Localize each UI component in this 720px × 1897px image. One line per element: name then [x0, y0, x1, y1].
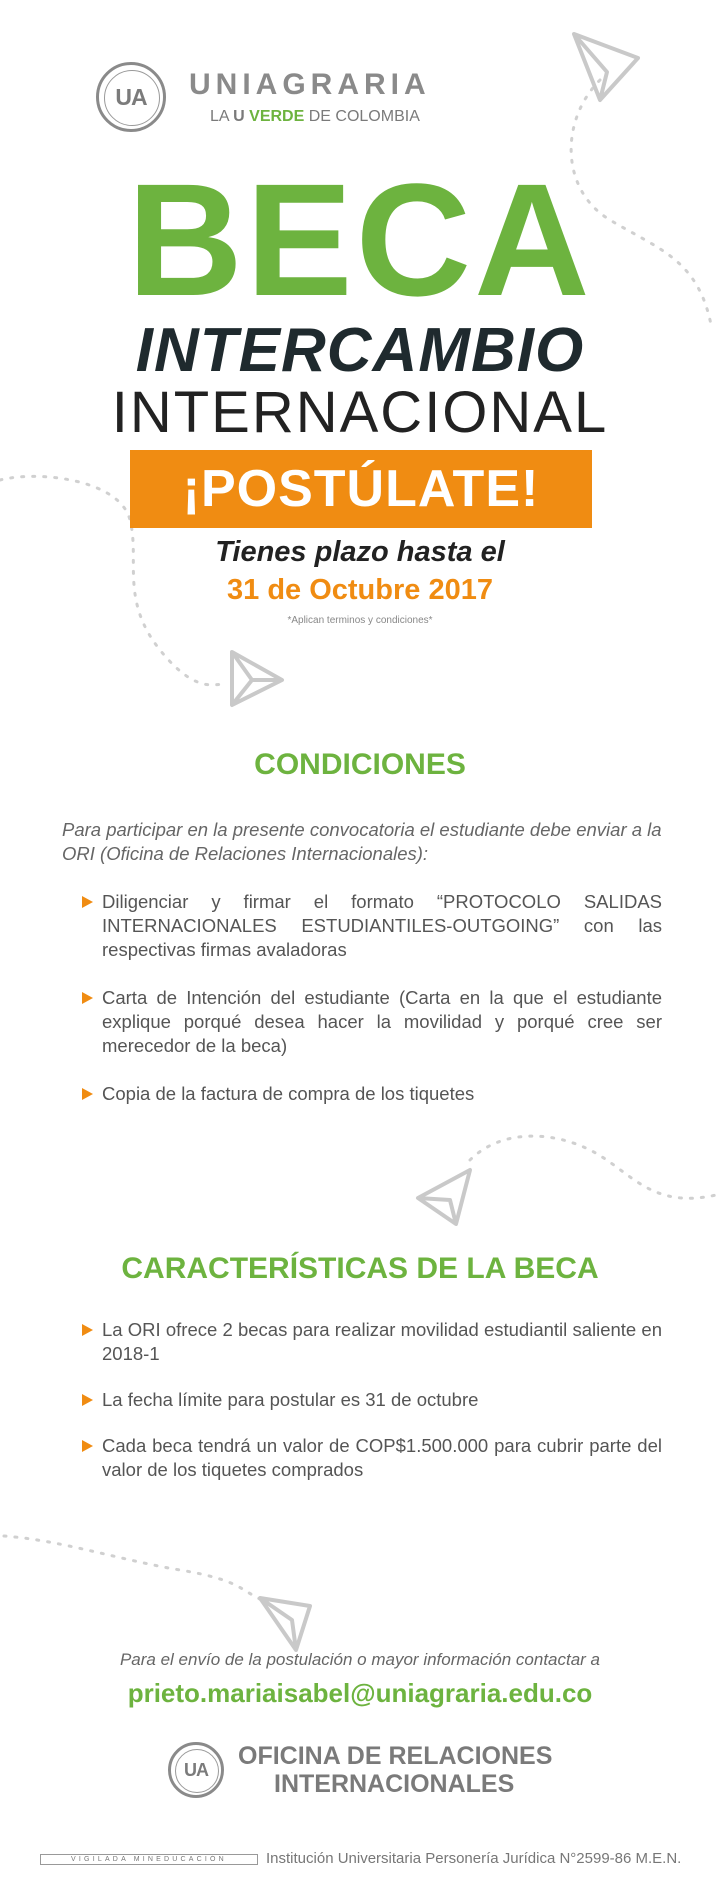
bullet-arrow-icon	[82, 1440, 93, 1452]
vigilada-mineducacion-badge: VIGILADA MINEDUCACIÓN	[40, 1854, 258, 1865]
caracteristicas-heading: CARACTERÍSTICAS DE LA BECA	[121, 1252, 599, 1285]
list-item-text: La ORI ofrece 2 becas para realizar movilidad estudiantil saliente en 2018-1	[102, 1319, 662, 1364]
hero-title: BECA	[127, 150, 593, 329]
list-item-text: Carta de Intención del estudiante (Carta en la que el estudiante explique porqué desea hacer la movilidad y porqué cree ser merecedor de la beca)	[102, 987, 662, 1056]
seal-text: UA	[184, 1760, 208, 1780]
paper-plane-icon	[574, 34, 638, 100]
list-item	[82, 890, 662, 962]
deadline-intro: Tienes plazo hasta el	[215, 536, 505, 568]
list-item	[82, 1082, 662, 1106]
caracteristicas-list	[82, 1318, 662, 1504]
office-name-line1: OFICINA DE RELACIONES	[238, 1742, 553, 1770]
list-item-text: Diligenciar y firmar el formato “PROTOCOLO SALIDAS INTERNACIONALES ESTUDIANTILES-OUTGOING” con las respectivas firmas avaladoras	[102, 891, 662, 960]
hero-subtitle-intercambio: INTERCAMBIO	[135, 316, 585, 385]
terms-note: *Aplican terminos y condiciones*	[287, 615, 433, 626]
office-name-line2: INTERNACIONALES	[274, 1770, 515, 1798]
seal-text: UA	[115, 84, 147, 110]
paper-plane-icon	[418, 1170, 470, 1224]
brand-tagline	[210, 108, 420, 126]
list-item	[82, 1388, 662, 1412]
deadline-date: 31 de Octubre 2017	[227, 574, 493, 606]
university-seal-icon	[168, 1742, 224, 1798]
brand-name: UNIAGRARIA	[189, 68, 431, 101]
contact-text: Para el envío de la postulación o mayor información contactar a	[119, 1650, 601, 1669]
tagline-u: U	[233, 108, 245, 125]
list-item	[82, 1318, 662, 1366]
bullet-arrow-icon	[82, 992, 93, 1004]
paper-plane-icon	[260, 1598, 310, 1650]
condiciones-heading: CONDICIONES	[254, 748, 466, 781]
uniagraria-logo	[96, 62, 464, 132]
bullet-arrow-icon	[82, 1394, 93, 1406]
university-seal-icon	[96, 62, 166, 132]
list-item-text: Cada beca tendrá un valor de COP$1.500.000 para cubrir parte del valor de los tiquetes comprados	[102, 1435, 662, 1480]
postulate-text: ¡POSTÚLATE!	[182, 460, 540, 518]
bullet-arrow-icon	[82, 1088, 93, 1100]
list-item	[82, 986, 662, 1058]
bullet-arrow-icon	[82, 896, 93, 908]
dotted-path-lower-left	[4, 1536, 262, 1600]
institution-legal-text: Institución Universitaria Personería Jurídica N°2599-86 M.E.N.	[266, 1850, 682, 1867]
tagline-prefix: LA	[210, 108, 229, 125]
hero-subtitle-internacional: INTERNACIONAL	[111, 380, 609, 445]
dotted-path-middle-right	[470, 1136, 716, 1198]
paper-plane-icon	[232, 652, 282, 705]
list-item-text: Copia de la factura de compra de los tiquetes	[102, 1083, 475, 1104]
contact-email-link[interactable]: prieto.mariaisabel@uniagraria.edu.co	[127, 1678, 593, 1708]
list-item	[82, 1434, 662, 1482]
bullet-arrow-icon	[82, 1324, 93, 1336]
condiciones-list	[82, 890, 662, 1130]
postulate-banner	[130, 450, 592, 528]
ori-logo	[168, 1742, 553, 1800]
tagline-verde: VERDE	[249, 108, 305, 125]
condiciones-intro: Para participar en la presente convocatoria el estudiante debe enviar a la ORI (Oficina de Relaciones Internacionales):	[62, 819, 662, 864]
list-item-text: La fecha límite para postular es 31 de octubre	[102, 1389, 479, 1410]
tagline-suffix: DE COLOMBIA	[308, 108, 420, 125]
